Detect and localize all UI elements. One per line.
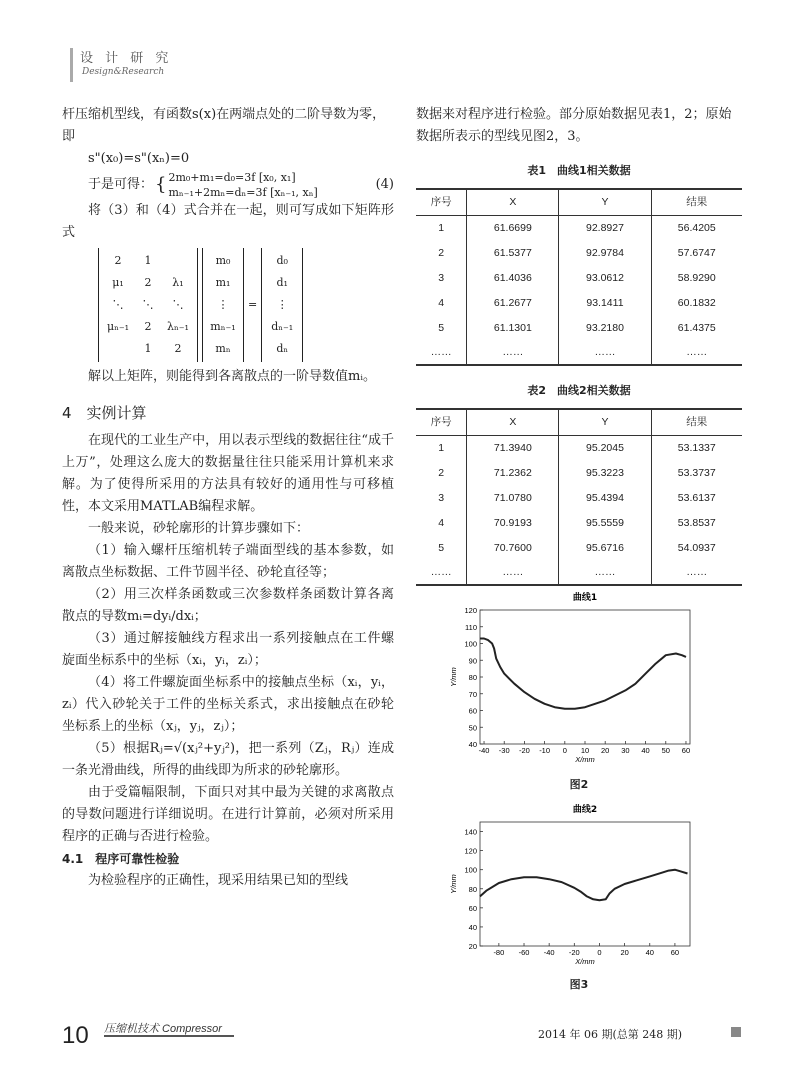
table-header: Y: [559, 409, 651, 435]
table-row: [416, 485, 742, 510]
table-cell: 4: [438, 516, 445, 529]
x-tick-label: -10: [539, 746, 551, 755]
y-tick-label: 70: [468, 689, 477, 699]
table-cell: 53.1337: [651, 435, 742, 460]
table-row: [416, 510, 742, 535]
header-title-en: Design&Research: [82, 67, 165, 77]
table-cell: 53.8537: [651, 510, 742, 535]
matrix-row: [103, 338, 193, 360]
matrix-row: [103, 294, 193, 316]
table-cell: ……: [651, 340, 742, 365]
table-cell: 61.4375: [651, 315, 742, 340]
matrix-cell: μₙ₋₁: [106, 320, 130, 333]
table-header: X: [467, 189, 559, 215]
matrix-cell: 1: [144, 254, 152, 267]
plot-frame: [480, 610, 690, 744]
paragraph: 一般来说，砂轮廓形的计算步骤如下：: [88, 521, 310, 536]
step-item: （5）根据Rⱼ=√(xⱼ²+yⱼ²)，把一系列（Zⱼ，Rⱼ）连成一条光滑曲线，所得的曲线即为所求的砂轮廓形。: [62, 741, 394, 778]
matrix-cell: 2: [114, 254, 122, 267]
paragraph: 杆压缩机型线，有函数s(x)在两端点处的二阶导数为零，即: [62, 107, 386, 144]
x-tick-label: -40: [543, 948, 555, 957]
table-cell: 71.0780: [467, 485, 559, 510]
vector-m: [202, 248, 244, 362]
x-tick-label: -30: [498, 746, 510, 755]
plot-frame: [480, 822, 690, 946]
matrix-cell: ⋱: [112, 298, 124, 311]
step-item: （2）用三次样条函数或三次参数样条函数计算各离散点的导数mᵢ=dyᵢ/dxᵢ；: [62, 587, 394, 624]
table-cell: 95.3223: [559, 460, 651, 485]
coefficient-matrix: [98, 248, 198, 362]
step-item: （1）输入螺杆压缩机转子端面型线的基本参数，如离散点坐标数据、工件节圆半径、砂轮直径等；: [62, 543, 394, 580]
section-heading: 4 实例计算: [62, 404, 147, 422]
table-header: 序号: [416, 189, 467, 215]
step-item: （4）将工件螺旋面坐标系中的接触点坐标（xᵢ，yᵢ，zᵢ）代入砂轮关于工件的坐标关系式，求出接触点在砂轮坐标系上的坐标（xⱼ，yⱼ，zⱼ）；: [62, 675, 394, 734]
table-cell: 54.0937: [651, 535, 742, 560]
table-row: [416, 315, 742, 340]
vector-entry: d₀: [276, 254, 288, 267]
matrix-cell: λₙ₋₁: [167, 320, 189, 333]
table-cell: ……: [559, 340, 651, 365]
table-header: X: [467, 409, 559, 435]
matrix-cell: 2: [174, 342, 182, 355]
matrix-cell: 1: [144, 342, 152, 355]
x-tick-label: 40: [645, 948, 654, 957]
x-tick-label: 0: [597, 948, 602, 957]
table-cell: 71.2362: [467, 460, 559, 485]
x-tick-label: -40: [478, 746, 490, 755]
matrix-cell: μ₁: [112, 276, 124, 289]
matrix-cell: 2: [144, 276, 152, 289]
y-tick-label: 110: [465, 622, 477, 632]
table-cell: ……: [559, 560, 651, 585]
x-tick-label: 20: [601, 746, 610, 755]
figure-caption: 图2: [569, 778, 589, 791]
table-cell: 58.9290: [651, 265, 742, 290]
subsection-heading: 4.1 程序可靠性检验: [62, 852, 180, 866]
paragraph: 为检验程序的正确性，现采用结果已知的型线: [88, 873, 349, 888]
table-cell: 61.5377: [467, 240, 559, 265]
table-cell: 93.0612: [559, 265, 651, 290]
table-cell: 61.1301: [467, 315, 559, 340]
table-cell: ……: [416, 560, 467, 585]
table-row: [416, 535, 742, 560]
x-tick-label: 10: [580, 746, 590, 755]
equation-prefix: 于是可得：: [88, 177, 154, 192]
table-cell: 95.4394: [559, 485, 651, 510]
table-row: [416, 290, 742, 315]
y-tick-label: 80: [468, 884, 477, 894]
table-cell: 92.8927: [559, 215, 651, 240]
x-tick-label: 30: [621, 746, 630, 755]
table-cell: 61.6699: [467, 215, 559, 240]
y-axis-label: Y/mm: [449, 874, 458, 894]
vector-entry: mₙ₋₁: [210, 320, 236, 333]
paragraph: 在现代的工业生产中，用以表示型线的数据往往“成千上万”，处理这么庞大的数据量往往只能采用计算机来求解。为了使得所采用的方法具有较好的通用性与可移植性，本文采用MATLAB编程求解。: [62, 433, 394, 514]
table-cell: 93.1411: [559, 290, 651, 315]
step-item: （3）通过解接触线方程求出一系列接触点在工件螺旋面坐标系中的坐标（xᵢ，yᵢ，zᵢ）；: [62, 631, 394, 668]
y-tick-label: 90: [468, 656, 477, 666]
equation-line: 2m₀+m₁=d₀=3f [x₀, x₁]: [168, 171, 296, 184]
issue-info: 2014 年 06 期(总第 248 期): [538, 1028, 683, 1041]
series-line: [480, 639, 686, 709]
table-cell: 60.1832: [651, 290, 742, 315]
matrix-cell: λ₁: [172, 276, 184, 289]
x-tick-label: 0: [562, 746, 567, 755]
table-header: Y: [559, 189, 651, 215]
paragraph: 数据来对程序进行检验。部分原始数据见表1，2；原始数据所表示的型线见图2，3。: [416, 107, 732, 144]
table-row: [416, 560, 742, 585]
table-cell: ……: [467, 560, 559, 585]
x-tick-label: -20: [568, 948, 580, 957]
table-caption: 表1 曲线1相关数据: [527, 164, 631, 177]
table-cell: ……: [416, 340, 467, 365]
table-cell: 5: [438, 321, 445, 334]
table-row: [416, 240, 742, 265]
y-tick-label: 40: [468, 922, 477, 932]
table-cell: 5: [438, 541, 445, 554]
x-tick-label: 40: [641, 746, 650, 755]
matrix-cell: ⋱: [172, 298, 184, 311]
header-bar: [70, 48, 73, 82]
table-cell: 1: [438, 441, 445, 454]
x-tick-label: 50: [661, 746, 670, 755]
table-header: 结果: [651, 189, 742, 215]
table-cell: 53.6137: [651, 485, 742, 510]
right-column: [416, 104, 742, 586]
table-cell: 70.9193: [467, 510, 559, 535]
data-table-2: [416, 408, 742, 586]
table-cell: 61.4036: [467, 265, 559, 290]
vector-entry: dₙ₋₁: [271, 320, 294, 333]
paragraph: 解以上矩阵，则能得到各离散点的一阶导数值mᵢ。: [88, 369, 376, 384]
chart-curve-2: [416, 800, 742, 972]
table-cell: 3: [438, 271, 445, 284]
table-row: [416, 265, 742, 290]
left-column: [62, 104, 394, 892]
table-cell: 2: [438, 466, 445, 479]
matrix-cell: 2: [144, 320, 152, 333]
chart-title: 曲线2: [572, 805, 598, 815]
table-cell: 2: [438, 246, 445, 259]
table-cell: 4: [438, 296, 445, 309]
y-tick-label: 100: [464, 865, 477, 875]
table-row: [416, 340, 742, 365]
matrix-row: [103, 250, 193, 272]
table-cell: 95.2045: [559, 435, 651, 460]
y-tick-label: 140: [464, 827, 477, 837]
table-row: [416, 435, 742, 460]
table-cell: ……: [467, 340, 559, 365]
page-number: 10: [62, 1022, 89, 1049]
y-tick-label: 60: [468, 903, 477, 913]
equation: s"(x₀)=s"(xₙ)=0: [88, 151, 190, 166]
equation-number: (4): [375, 177, 394, 192]
footer-rule: [104, 1035, 234, 1037]
vector-entry: dₙ: [276, 342, 289, 355]
y-tick-label: 40: [468, 740, 477, 749]
table-cell: 93.2180: [559, 315, 651, 340]
footer-square: [731, 1027, 741, 1037]
x-tick-label: -60: [518, 948, 530, 957]
x-tick-label: -80: [493, 948, 505, 957]
data-table-1: [416, 188, 742, 366]
table-cell: ……: [651, 560, 742, 585]
y-tick-label: 100: [464, 639, 477, 649]
table-cell: 1: [438, 221, 445, 234]
matrix-equation: [98, 248, 394, 362]
vector-entry: ⋮: [217, 298, 229, 311]
y-tick-label: 120: [464, 606, 477, 615]
x-tick-label: -20: [519, 746, 530, 755]
vector-entry: mₙ: [215, 342, 231, 355]
table-cell: 3: [438, 491, 445, 504]
matrix-row: [103, 272, 193, 294]
table-cell: 71.3940: [467, 435, 559, 460]
y-tick-label: 120: [464, 846, 477, 856]
table-cell: 95.6716: [559, 535, 651, 560]
table-cell: 56.4205: [651, 215, 742, 240]
x-axis-label: X/mm: [575, 755, 595, 764]
equals-sign: =: [248, 298, 258, 311]
table-cell: 95.5559: [559, 510, 651, 535]
matrix-row: [103, 316, 193, 338]
x-axis-label: X/mm: [575, 957, 595, 966]
vector-d: [261, 248, 303, 362]
table-cell: 61.2677: [467, 290, 559, 315]
paragraph: 由于受篇幅限制，下面只对其中最为关键的求离散点的导数问题进行详细说明。在进行计算前，必须对所采用程序的正确与否进行检验。: [62, 785, 394, 844]
y-tick-label: 60: [468, 706, 477, 716]
y-axis-label: Y/mm: [449, 667, 458, 687]
vector-entry: d₁: [276, 276, 288, 289]
table-cell: 70.7600: [467, 535, 559, 560]
vector-entry: ⋮: [276, 298, 288, 311]
table-row: [416, 215, 742, 240]
table-cell: 53.3737: [651, 460, 742, 485]
y-tick-label: 20: [468, 942, 477, 951]
journal-logo: 压缩机技术 Compressor: [104, 1023, 222, 1035]
chart-curve-1: [416, 588, 742, 770]
table-header: 序号: [416, 409, 467, 435]
y-tick-label: 50: [468, 723, 477, 733]
x-tick-label: 60: [681, 746, 691, 755]
table-cell: 57.6747: [651, 240, 742, 265]
series-line: [480, 870, 688, 901]
table-row: [416, 460, 742, 485]
table-header: 结果: [651, 409, 742, 435]
paragraph: 将（3）和（4）式合并在一起，则可写成如下矩阵形式: [62, 203, 394, 240]
vector-entry: m₁: [215, 276, 231, 289]
matrix-cell: ⋱: [142, 298, 154, 311]
figure-caption: 图3: [569, 978, 589, 991]
equation-line: mₙ₋₁+2mₙ=dₙ=3f [xₙ₋₁, xₙ]: [168, 186, 318, 199]
x-tick-label: 20: [620, 948, 629, 957]
y-tick-label: 80: [468, 673, 477, 682]
header-title-cn: 设 计 研 究: [80, 51, 173, 66]
x-tick-label: 60: [670, 948, 680, 957]
chart-title: 曲线1: [572, 593, 598, 603]
table-cell: 92.9784: [559, 240, 651, 265]
vector-entry: m₀: [215, 254, 231, 267]
equation-4: 于是可得： { 2m₀+m₁=d₀=3f [x₀, x₁] mₙ₋₁+2mₙ=dₙ=3f [xₙ₋₁, xₙ] (4): [88, 171, 394, 199]
table-caption: 表2 曲线2相关数据: [527, 384, 631, 397]
